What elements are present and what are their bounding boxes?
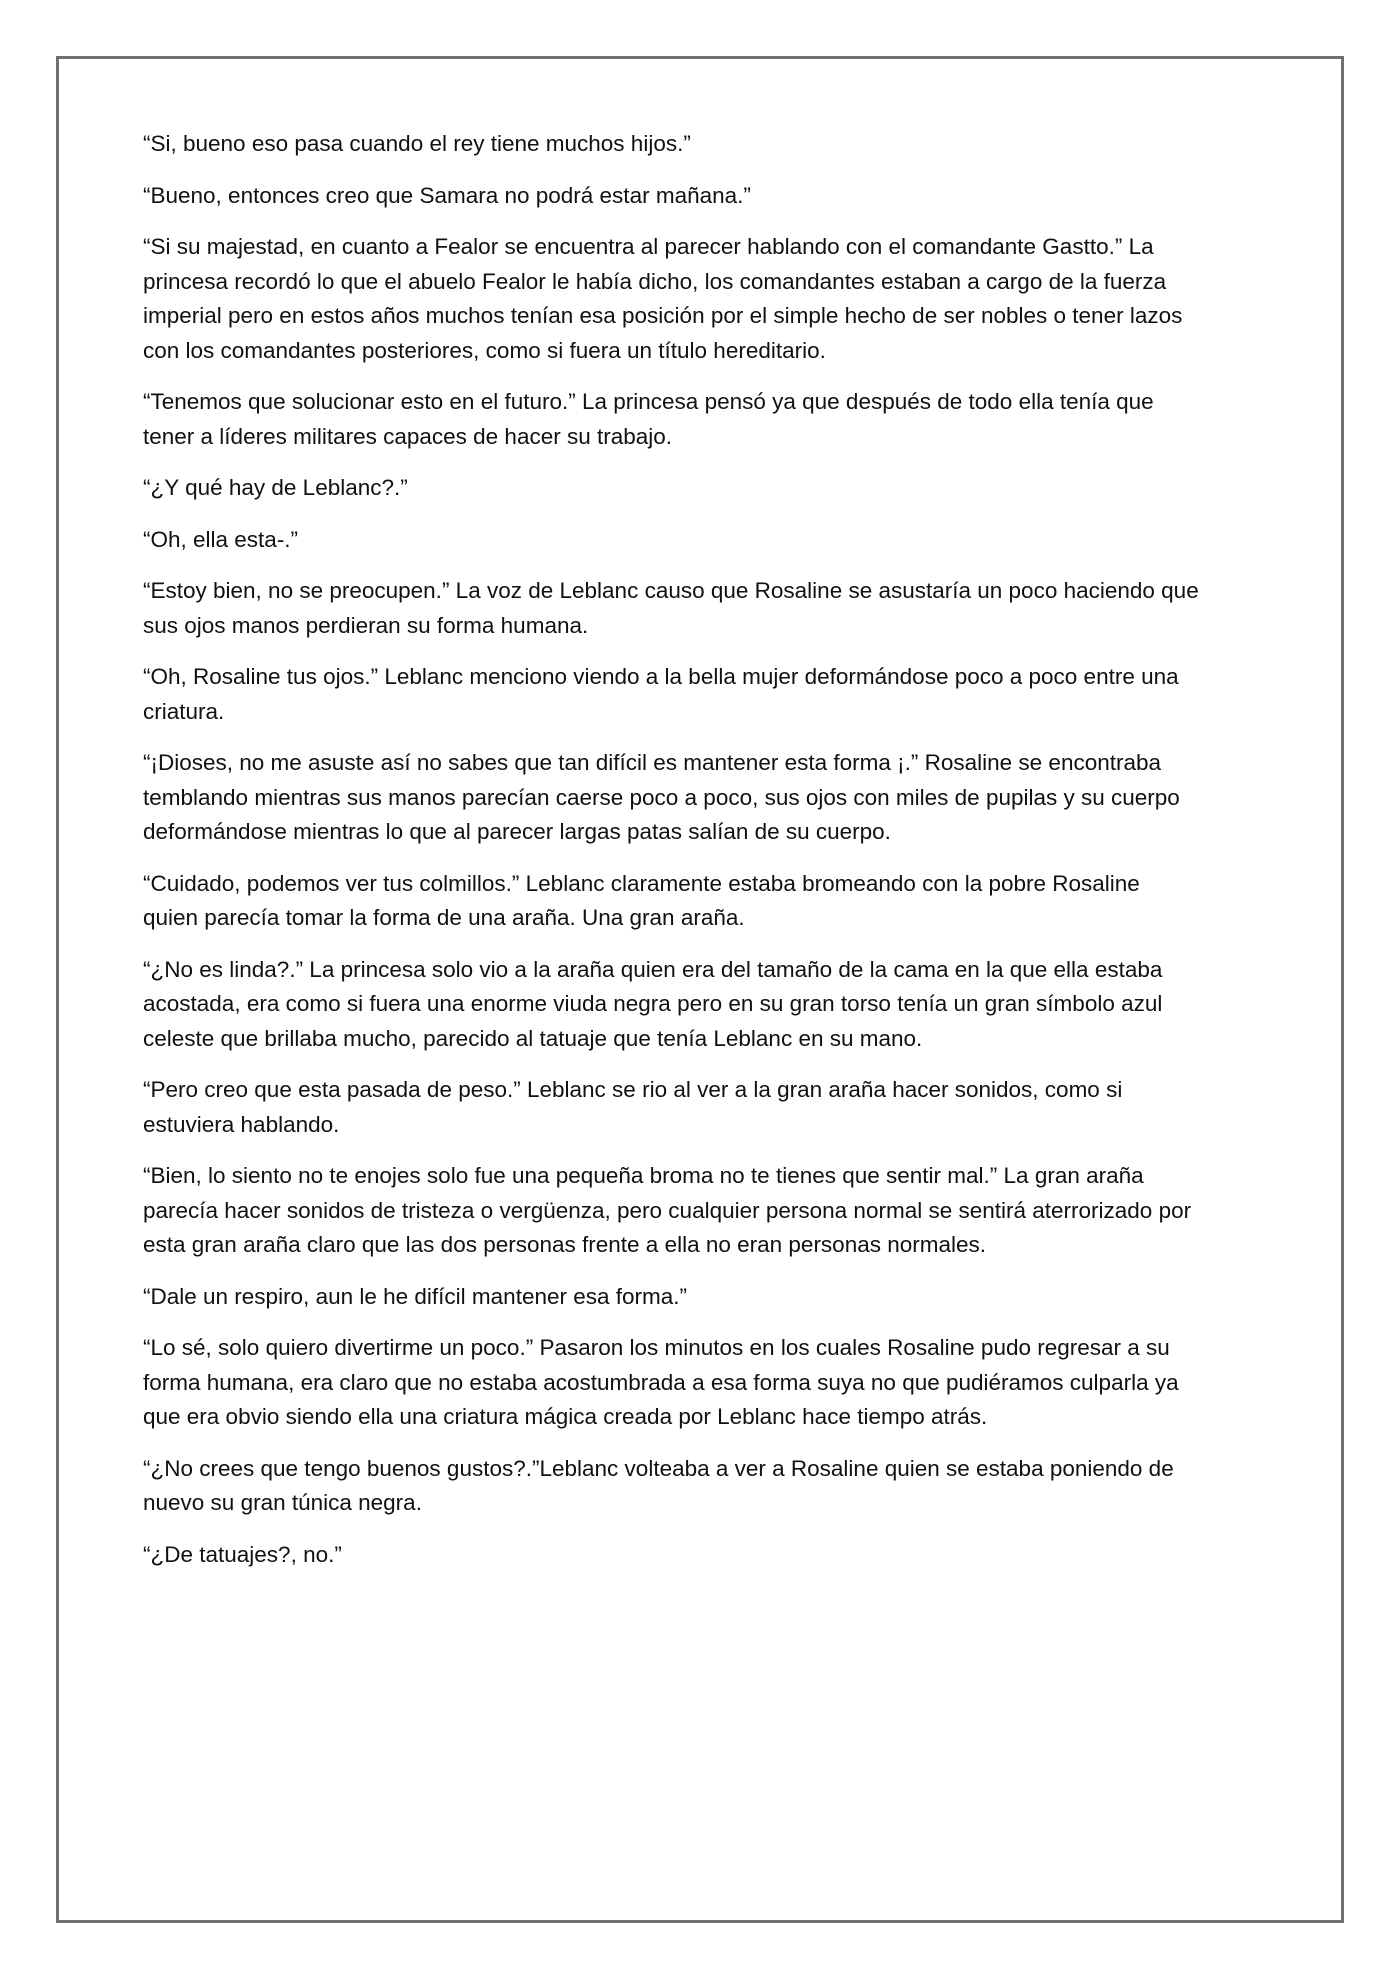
paragraph: “¿Y qué hay de Leblanc?.” [143, 475, 408, 500]
paragraph: “¿No crees que tengo buenos gustos?.”Leblanc volteaba a ver a Rosaline quien se estaba poniendo de nuevo su gran túnica negra. [143, 1455, 1174, 1515]
paragraph: “¿No es linda?.” La princesa solo vio a la araña quien era del tamaño de la cama en la que ella estaba acostada, era como si fuera una enorme viuda negra pero en su gran torso tenía un gran símbolo azul celeste que brillaba mucho, parecido al tatuaje que tenía Leblanc en su mano. [143, 956, 1163, 1051]
paragraph: “Bien, lo siento no te enojes solo fue una pequeña broma no te tienes que sentir mal.” La gran araña parecía hacer sonidos de tristeza o vergüenza, pero cualquier persona normal se sentirá aterrorizado por esta gran araña claro que las dos personas frente a ella no eran personas normales. [143, 1163, 1192, 1257]
paragraph: “Si su majestad, en cuanto a Fealor se encuentra al parecer hablando con el comandante Gastto.” La princesa recordó lo que el abuelo Fealor le había dicho, los comandantes estaban a cargo de la fuerza imperial pero en estos años muchos tenían esa posición por el simple hecho de ser nobles o tener lazos con los comandantes posteriores, como si fuera un título hereditario. [143, 234, 1183, 363]
paragraph: “Cuidado, podemos ver tus colmillos.” Leblanc claramente estaba bromeando con la pobre Rosaline quien parecía tomar la forma de una araña. Una gran araña. [143, 870, 1140, 930]
paragraph: “Bueno, entonces creo que Samara no podrá estar mañana.” [143, 182, 751, 208]
paragraph: “Lo sé, solo quiero divertirme un poco.” Pasaron los minutos en los cuales Rosaline pudo regresar a su forma humana, era claro que no estaba acostumbrada a esa forma suya no que pudiéramos culparla ya que era obvio siendo ella una criatura mágica creada por Leblanc hace tiempo atrás. [143, 1335, 1179, 1429]
paragraph: “¡Dioses, no me asuste así no sabes que tan difícil es mantener esta forma ¡.” Rosaline se encontraba temblando mientras sus manos parecían caerse poco a poco, sus ojos con miles de pupilas y su cuerpo deformándose mientras lo que al parecer largas patas salían de su cuerpo. [143, 750, 1180, 844]
paragraph: “Estoy bien, no se preocupen.” La voz de Leblanc causo que Rosaline se asustaría un poco haciendo que sus ojos manos perdieran su forma humana. [143, 578, 1199, 638]
paragraph: “Si, bueno eso pasa cuando el rey tiene muchos hijos.” [143, 131, 691, 156]
paragraph: “Dale un respiro, aun le he difícil mantener esa forma.” [143, 1283, 688, 1309]
paragraph: “Oh, Rosaline tus ojos.” Leblanc menciono viendo a la bella mujer deformándose poco a poco entre una criatura. [143, 664, 1179, 724]
paragraph: “Oh, ella esta-.” [143, 526, 299, 552]
document-body [143, 127, 1200, 1589]
paragraph: “Pero creo que esta pasada de peso.” Leblanc se rio al ver a la gran araña hacer sonidos, como si estuviera hablando. [143, 1077, 1123, 1137]
paragraph: “¿De tatuajes?, no.” [143, 1541, 342, 1567]
paragraph: “Tenemos que solucionar esto en el futuro.” La princesa pensó ya que después de todo ella tenía que tener a líderes militares capaces de hacer su trabajo. [143, 389, 1154, 449]
